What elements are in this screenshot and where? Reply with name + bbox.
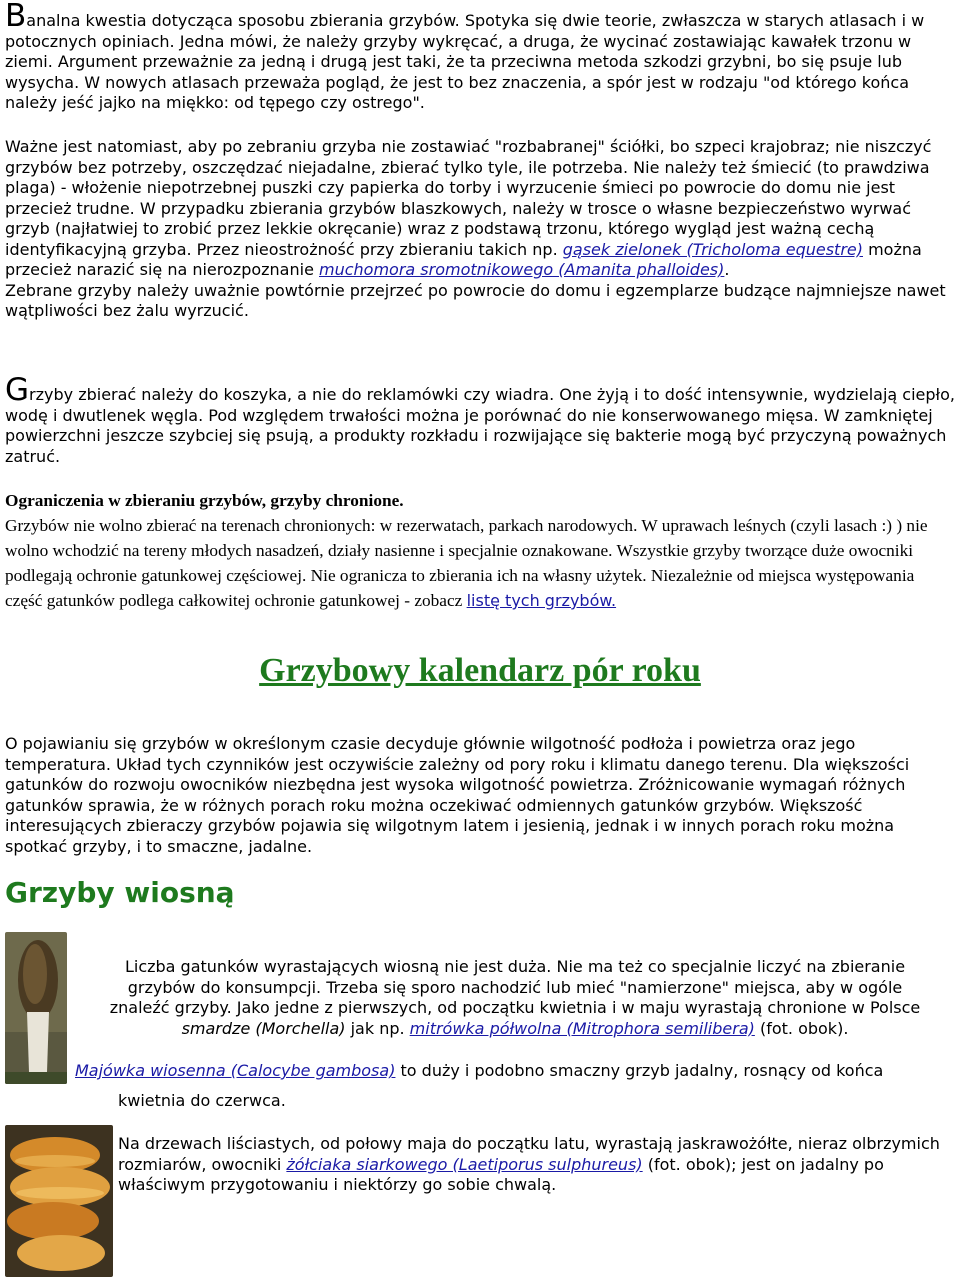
link-zolciak[interactable]: żółciaka siarkowego (Laetiporus sulphureus) bbox=[286, 1154, 643, 1174]
spring-heading: Grzyby wiosną bbox=[5, 876, 235, 909]
calendar-paragraph: O pojawianiu się grzybów w określonym czasie decyduje głównie wilgotność podłoża i powietrza oraz jego temperatura. Układ tych czynników jest oczywiście zależny od pory roku i klimatu danego terenu. Dla większości gatunków do rozwoju owocników niezbędna jest wysoka wilgotność powietrza. Zróżnicowanie wymagań różnych gatunków sprawia, że w różnych porach roku można oczekiwać odmiennych gatunków grzybów. Większość interesujących zbieraczy grzybów pojawia się wilgotnym latem i jesienią, jednak i w innych porach roku można spotkać grzyby, i to smaczne, jadalne. bbox=[5, 734, 910, 856]
sulphur-shelf-photo bbox=[5, 1125, 113, 1277]
intro-paragraph bbox=[5, 0, 955, 114]
cleanup-text-4: Zebrane grzyby należy uważnie powtórnie przejrzeć po powrocie do domu i egzemplarze budzące najmniejsze nawet wątpliwości bez żalu wyrzucić. bbox=[5, 280, 946, 320]
cleanup-text: Ważne jest natomiast, aby po zebraniu grzyba nie zostawiać "rozbabranej" ściółki, bo szpeci krajobraz; nie niszczyć grzybów bez potrzeby, oszczędzać niejadalne, zbierać tylko tyle, ile potrzeba. Nie należy też śmiecić (to prawdziwa plaga) - włożenie niepotrzebnej puszki czy papierka do torby i wyrzucenie śmieci po powrocie do domu nie jest przecież trudne. W przypadku zbierania grzybów blaszkowych, należy w trosce o własne bezpieczeństwo wyrwać grzyb (najłatwiej to zrobić przez lekkie okręcanie) wraz z podstawą trzonu, którego wygląd jest ważną cechą identyfikacyjną grzyba. Przez nieostrożność przy zbieraniu takich np. bbox=[5, 137, 932, 259]
basket-text: rzyby zbierać należy do koszyka, a nie do reklamówki czy wiadra. One żyją i to dość intensywnie, wydzielają ciepło, wodę i dwutlenek węgla. Pod względem trwałości można je porównać do nie konserwowanego mięsa. W zamkniętej powierzchni jeszcze szybciej się psują, a produkty rozkładu i rozwijające się bakterie mogą być przyczyną poważnych zatruć. bbox=[5, 385, 955, 466]
link-protected-list[interactable]: listę tych grzybów. bbox=[466, 591, 617, 610]
drop-letter-g: G bbox=[5, 372, 30, 408]
sulphur-paragraph bbox=[118, 1134, 948, 1196]
spring-text: Liczba gatunków wyrastających wiosną nie jest duża. Nie ma też co specjalnie liczyć na zbieranie grzybów do konsumpcji. Trzeba się sporo nachodzić lub mieć "namierzone" miejsca, aby w ogóle znaleźć grzyby. Jako jedne z pierwszych, od początku kwietnia i w maju wyrastają chronione w Polsce bbox=[109, 957, 921, 1017]
majowka-paragraph bbox=[75, 1061, 955, 1082]
majowka-text: to duży i podobno smaczny grzyb jadalny, rosnący od końca bbox=[395, 1061, 884, 1080]
calendar-title[interactable]: Grzybowy kalendarz pór roku bbox=[259, 652, 701, 689]
spring-text-3: (fot. obok). bbox=[754, 1018, 849, 1038]
spring-paragraph bbox=[100, 957, 930, 1039]
intro-text: analna kwestia dotycząca sposobu zbierania grzybów. Spotyka się dwie teorie, zwłaszcza w starych atlasach i w potocznych opiniach. Jedna mówi, że należy grzyby wykręcać, a druga, że wycinać zostawiając kawałek trzonu w ziemi. Argument przeważnie za jedną i drugą jest taki, że ta przeciwna metoda szkodzi grzybni, bo się psuje lub wysycha. W nowych atlasach przeważa pogląd, że jest to bez znaczenia, a spór jest w rodzaju "od którego końca należy jeść jajko na miękko: od tępego czy ostrego". bbox=[5, 11, 925, 112]
protection-heading: Ograniczenia w zbieraniu grzybów, grzyby chronione. bbox=[5, 491, 404, 510]
link-majowka[interactable]: Majówka wiosenna (Calocybe gambosa) bbox=[75, 1061, 396, 1080]
calendar-title-wrap bbox=[0, 652, 960, 690]
morel-photo bbox=[5, 932, 67, 1084]
link-gaska-zielonka[interactable]: gąsek zielonek (Tricholoma equestre) bbox=[562, 239, 863, 259]
sulphur-text-2: (fot. obok); jest on jadalny po właściwym przygotowaniu i niektórzy go sobie chwalą. bbox=[118, 1154, 884, 1194]
sulphur-text: Na drzewach liściastych, od połowy maja do początku latu, wyrastają jaskrawożółte, nieraz olbrzymich rozmiarów, owocniki bbox=[118, 1134, 940, 1174]
drop-letter: B bbox=[5, 0, 27, 34]
cleanup-paragraph bbox=[5, 137, 955, 322]
protection-text: Grzybów nie wolno zbierać na terenach chronionych: w rezerwatach, parkach narodowych. W uprawach leśnych (czyli lasach :) ) nie wolno wchodzić na tereny młodych nasadzeń, działy nasienne i specjalnie oznakowane. Wszystkie grzyby tworzące duże owocniki podlegają ochronie gatunkowej częściowej. Nie ogranicza to zbierania ich na własny użytek. Niezależnie od miejsca występowania część gatunków podlega całkowitej ochronie gatunkowej - zobacz bbox=[5, 516, 928, 610]
spring-text-2: jak np. bbox=[345, 1018, 410, 1038]
link-mitrowka[interactable]: mitrówka półwolna (Mitrophora semilibera) bbox=[409, 1018, 755, 1038]
link-muchomor-sromotnikowy[interactable]: muchomora sromotnikowego (Amanita phalloides) bbox=[319, 260, 725, 279]
majowka-paragraph-2: kwietnia do czerwca. bbox=[118, 1091, 286, 1110]
cleanup-text-2: można przecież narazić się na nierozpoznanie bbox=[5, 239, 922, 279]
protection-section bbox=[5, 488, 955, 613]
basket-paragraph bbox=[5, 372, 955, 467]
cleanup-text-3: . bbox=[724, 260, 730, 279]
spring-italic: smardze (Morchella) bbox=[181, 1018, 346, 1038]
